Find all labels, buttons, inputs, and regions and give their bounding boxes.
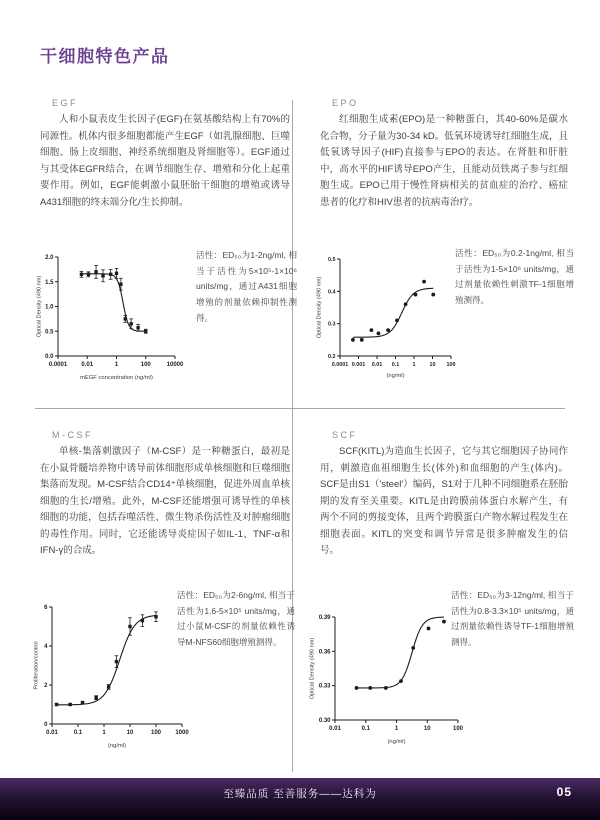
svg-text:0: 0 [44,722,48,728]
svg-text:1000: 1000 [175,730,189,736]
svg-text:100: 100 [140,362,151,368]
svg-text:0.1: 0.1 [361,726,370,732]
epo-dose-response-chart [314,252,464,380]
svg-text:1: 1 [412,362,416,368]
svg-text:0.36: 0.36 [318,649,331,656]
svg-text:0.2: 0.2 [328,354,336,360]
svg-text:10: 10 [429,362,436,368]
footer-bar [0,778,600,820]
svg-text:0.0001: 0.0001 [331,362,349,368]
svg-text:mEGF concentration (ng/ml): mEGF concentration (ng/ml) [80,375,153,381]
section-body-epo: 红细胞生成素(EPO)是一种糖蛋白，其40-60%是碳水化合物，分子量为30-34 kD。低氧环境诱导红细胞生成，且低氧诱导因子(HIF)直接参与EPO的表达。在肾脏和肝脏中，高水平的HIF诱导EPO产生，且能动员铁离子参与红细胞生成。EPO已用于慢性肾病相关的贫血症的治疗、癌症患者的化疗和HIV患者的抗病毒治疗。 [320,114,568,208]
svg-text:Optical Density (490 nm): Optical Density (490 nm) [309,637,316,700]
svg-text:6: 6 [44,605,48,611]
svg-text:0.1: 0.1 [391,362,400,368]
svg-text:0.4: 0.4 [328,289,336,296]
svg-text:0.33: 0.33 [318,683,331,690]
section-heading-scf: SCF [332,430,358,440]
svg-text:1: 1 [114,362,119,368]
mcsf-dose-response-chart [31,600,195,750]
svg-text:10: 10 [423,726,431,732]
section-body-egf: 人和小鼠表皮生长因子(EGF)在氨基酸结构上有70%的同源性。机体内很多细胞都能产生EGF（如乳腺细胞、巨噬细胞、肠上皮细胞、神经系统细胞及肾细胞等）。EGF通过与其受体EGFR结合，在调节细胞生存、增殖和分化上起重要作用。例如，EGF能刺激小鼠胚胎干细胞的增殖或诱导A431细胞的终末端分化/生长抑制。 [40,114,290,208]
svg-text:0.3: 0.3 [328,321,336,328]
svg-text:100: 100 [150,730,162,736]
svg-text:1: 1 [102,730,106,736]
svg-text:0.5: 0.5 [45,329,54,336]
svg-text:0.30: 0.30 [318,718,331,724]
egf-dose-response-chart [34,250,188,382]
svg-text:100: 100 [446,362,456,368]
activity-note-epo: 活性：ED₅₀为0.2-1ng/ml, 相当于活性为1-5×10⁶ units/mg，通过剂量依赖性刺激TF-1细胞增殖测得。 [455,248,574,306]
svg-text:0.01: 0.01 [329,726,341,732]
section-heading-epo: EPO [332,98,359,108]
page-number: 05 [556,785,572,799]
svg-text:(ng/ml): (ng/ml) [107,743,127,749]
activity-note-mcsf: 活性：ED₅₀为2-6ng/ml, 相当于活性为1.6-5×10⁵ units/mg，通过小鼠M-CSF的剂量依赖性诱导M-NFS60细胞增殖测得。 [177,590,295,648]
svg-text:Optical Density (490 nm): Optical Density (490 nm) [36,275,43,338]
svg-text:10: 10 [126,730,134,736]
section-heading-egf: EGF [52,98,79,108]
scf-dose-response-chart [307,610,471,746]
svg-text:(ng/ml): (ng/ml) [386,373,405,379]
section-body-mcsf: 单核-集落刺激因子（M-CSF）是一种糖蛋白，最初是在小鼠骨髓培养物中诱导前体细胞形成单核细胞和巨噬细胞集落而发现。M-CSF结合CD14⁺单核细胞，促进外周血单核细胞的生长/增殖。此外，M-CSF还能增强可诱导性的单核细胞的功能，包括吞噬活性、微生物杀伤活性及对肿瘤细胞的毒性作用。同时，它还能诱导炎症因子如IL-1、TNF-α和IFN-γ的合成。 [40,446,290,557]
svg-text:2.0: 2.0 [45,255,54,261]
svg-text:1: 1 [394,726,399,732]
svg-text:0.1: 0.1 [73,730,83,736]
activity-note-scf: 活性：ED₅₀为3-12ng/ml, 相当于活性为0.8-3.3×10⁵ units/mg，通过剂量依赖性诱导TF-1细胞增殖测得。 [451,590,574,648]
svg-text:Optical Density (490 nm): Optical Density (490 nm) [316,276,323,339]
svg-text:0.01: 0.01 [46,730,58,736]
svg-text:1.5: 1.5 [45,279,54,286]
svg-text:0.39: 0.39 [318,615,331,621]
svg-text:0.01: 0.01 [81,362,94,368]
section-heading-mcsf: M-CSF [52,430,93,440]
svg-text:(ng/ml): (ng/ml) [387,739,406,745]
svg-text:0.0: 0.0 [45,354,54,360]
footer-slogan: 至臻品质 至善服务——达科为 [223,788,377,800]
svg-text:0.01: 0.01 [371,362,383,368]
svg-text:4: 4 [44,644,48,650]
vertical-divider [292,100,293,772]
svg-text:0.5: 0.5 [328,257,336,263]
svg-text:2: 2 [44,683,48,689]
svg-text:10000: 10000 [166,362,184,368]
horizontal-divider [35,408,565,409]
section-body-scf: SCF(KITL)为造血生长因子，它与其它细胞因子协同作用，刺激造血祖细胞生长(体外)和血细胞的产生(体内)。SCF是由S1（'steel'）编码，S1对于几种不同细胞系在胚胎期的发育至关重要。KITL是由跨膜前体蛋白水解产生，有两个不同的剪接变体，且两个跨膜蛋白产物水解过程发生在细胞表面。KITL的突变和调节异常是很多肿瘤发生的信号。 [320,446,568,557]
activity-note-egf: 活性：ED₅₀为1-2ng/ml, 相当于活性为5×10⁵-1×10⁶ units/mg，通过A431细胞增殖的剂量依赖抑制性测得。 [196,250,297,323]
svg-text:0.0001: 0.0001 [48,362,68,368]
page-title: 干细胞特色产品 [40,47,170,66]
svg-text:0.001: 0.001 [351,362,366,368]
svg-text:Proliferation/control: Proliferation/control [33,641,40,690]
svg-text:1.0: 1.0 [45,304,54,311]
svg-text:100: 100 [452,726,464,732]
